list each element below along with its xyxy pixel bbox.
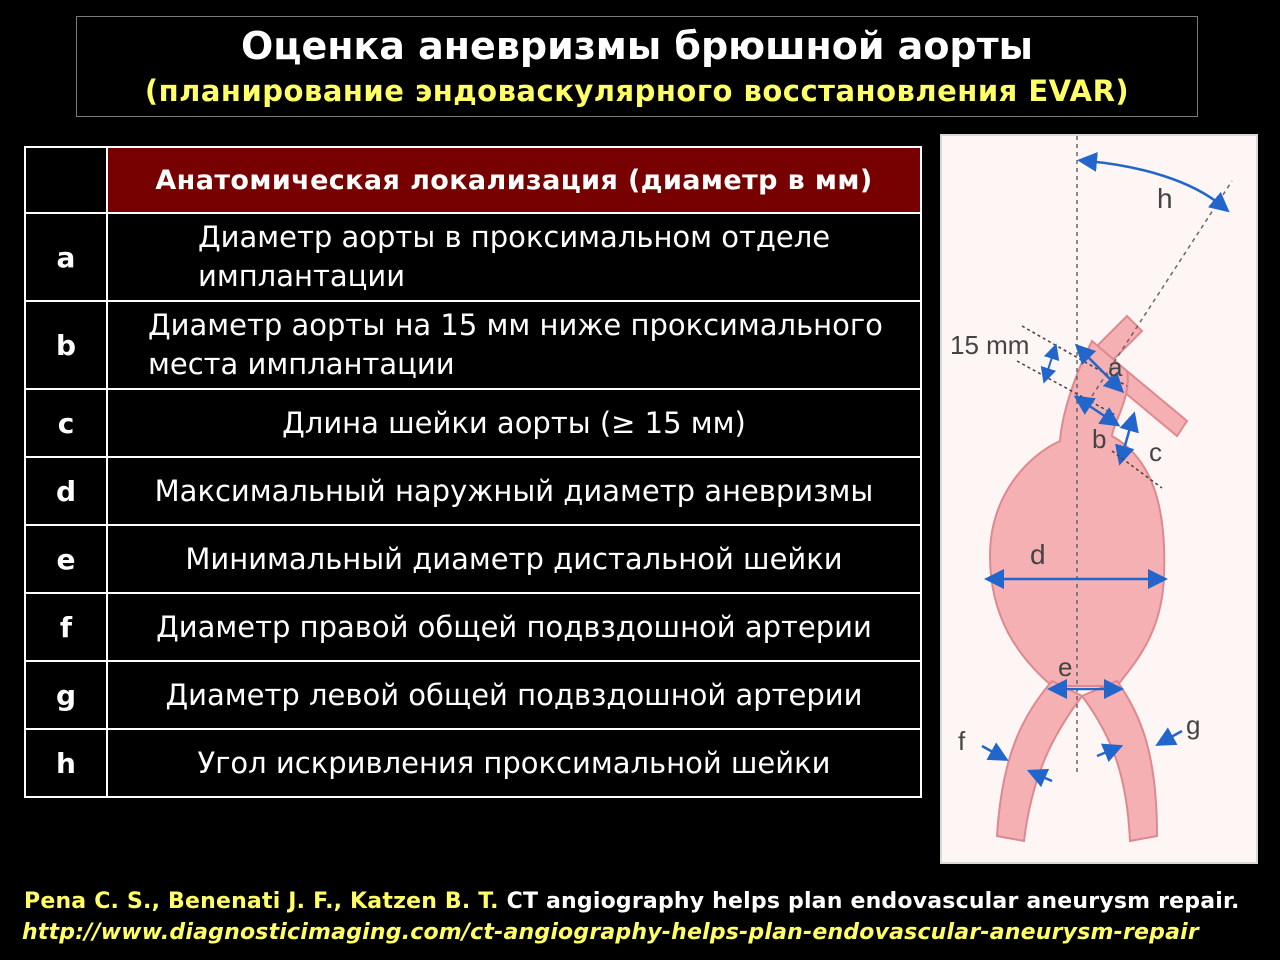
- row-letter: d: [25, 457, 107, 525]
- table-row: [25, 729, 921, 797]
- label-e: e: [1058, 652, 1073, 682]
- iliac-left: [1082, 681, 1157, 841]
- measure-g-1: [1164, 731, 1182, 741]
- label-g: g: [1186, 710, 1201, 740]
- label-h: h: [1157, 183, 1173, 214]
- aorta-diagram-svg: [942, 136, 1256, 862]
- table-row: [25, 213, 921, 301]
- table-row: [25, 389, 921, 457]
- table-corner-cell: [25, 147, 107, 213]
- measure-f-1: [982, 746, 1000, 756]
- label-c: c: [1149, 437, 1162, 467]
- row-description: Диаметр правой общей подвздошной артерии: [107, 593, 921, 661]
- title-box: [76, 16, 1198, 117]
- measure-g-2: [1097, 749, 1114, 756]
- citation-url[interactable]: http://www.diagnosticimaging.com/ct-angiography-helps-plan-endovascular-aneurysm-repair: [22, 920, 1199, 945]
- table-row: [25, 457, 921, 525]
- measure-15mm: [1046, 351, 1054, 376]
- row-description: Длина шейки аорты (≥ 15 мм): [107, 389, 921, 457]
- row-letter: c: [25, 389, 107, 457]
- row-letter: b: [25, 301, 107, 389]
- row-description: Максимальный наружный диаметр аневризмы: [107, 457, 921, 525]
- row-description: Диаметр аорты в проксимальном отделе имплантации: [107, 213, 921, 301]
- row-letter: a: [25, 213, 107, 301]
- row-letter: e: [25, 525, 107, 593]
- table-header: Анатомическая локализация (диаметр в мм): [107, 147, 921, 213]
- citation-title: CT angiography helps plan endovascular aneurysm repair.: [506, 889, 1240, 914]
- row-letter: h: [25, 729, 107, 797]
- citation-authors: Pena C. S., Benenati J. F., Katzen B. T.: [24, 889, 499, 914]
- parameters-table: [24, 146, 922, 798]
- citation: [24, 886, 1264, 918]
- table-row: [25, 661, 921, 729]
- page-subtitle: (планирование эндоваскулярного восстановления EVAR): [144, 74, 1130, 108]
- table-row: [25, 301, 921, 389]
- row-letter: f: [25, 593, 107, 661]
- iliac-right: [997, 681, 1082, 841]
- row-description: Диаметр левой общей подвздошной артерии: [107, 661, 921, 729]
- label-d: d: [1030, 539, 1046, 570]
- angle-h-arc: [1087, 161, 1222, 206]
- row-letter: g: [25, 661, 107, 729]
- table-row: [25, 593, 921, 661]
- label-15mm: 15 mm: [950, 330, 1030, 360]
- label-b: b: [1092, 424, 1107, 454]
- row-description: Минимальный диаметр дистальной шейки: [107, 525, 921, 593]
- table-header-row: [25, 147, 921, 213]
- row-description: Диаметр аорты на 15 мм ниже проксимального места имплантации: [107, 301, 921, 389]
- page-title: Оценка аневризмы брюшной аорты: [240, 24, 1034, 68]
- row-description: Угол искривления проксимальной шейки: [107, 729, 921, 797]
- table-row: [25, 525, 921, 593]
- label-f: f: [958, 726, 966, 756]
- label-a: a: [1108, 352, 1123, 382]
- aorta-diagram: [940, 134, 1258, 864]
